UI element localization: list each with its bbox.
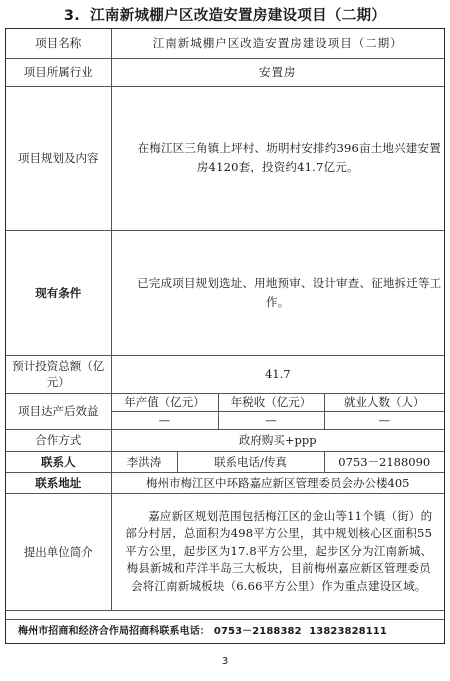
contact-phone-label: 联系电话/传真 — [177, 451, 324, 472]
benefit-value-jobs: — — [324, 411, 444, 429]
benefits-label: 项目达产后效益 — [6, 393, 111, 429]
address-value: 梅州市梅江区中环路嘉应新区管理委员会办公楼405 — [111, 472, 444, 493]
project-info-table — [6, 29, 444, 611]
cooperation-value: 政府购买+ppp — [111, 429, 444, 451]
section-title: 江南新城棚户区改造安置房建设项目（二期） — [90, 8, 387, 24]
row-industry — [6, 58, 444, 86]
row-conditions — [6, 230, 444, 355]
cooperation-label: 合作方式 — [6, 429, 111, 451]
benefit-col-output: 年产值（亿元） — [111, 393, 218, 411]
row-contact — [6, 451, 444, 472]
proposer-label: 提出单位简介 — [6, 493, 111, 610]
investment-label: 预计投资总额（亿元） — [6, 355, 111, 393]
project-name-value: 江南新城棚户区改造安置房建设项目（二期） — [111, 29, 444, 58]
planning-label: 项目规划及内容 — [6, 86, 111, 230]
planning-value: 在梅江区三角镇上坪村、坜明村安排约396亩土地兴建安置房4120套，投资约41.7亿元。 — [111, 86, 444, 230]
contact-footer — [6, 619, 444, 643]
address-label: 联系地址 — [6, 472, 111, 493]
section-number: 3. — [63, 8, 81, 24]
row-benefits-head — [6, 393, 444, 411]
row-investment — [6, 355, 444, 393]
benefit-value-tax: — — [218, 411, 324, 429]
section-heading — [0, 4, 450, 25]
footer-phone-1: 0753－2188382 — [213, 626, 302, 637]
page-number: 3 — [221, 656, 229, 667]
project-name-label: 项目名称 — [6, 29, 111, 58]
benefit-col-jobs: 就业人数（人） — [324, 393, 444, 411]
row-cooperation — [6, 429, 444, 451]
industry-value: 安置房 — [111, 58, 444, 86]
row-proposer — [6, 493, 444, 610]
row-address — [6, 472, 444, 493]
row-project-name — [6, 29, 444, 58]
proposer-value: 嘉应新区规划范围包括梅江区的金山等11个镇（街）的部分村居，总面积为498平方公里，其中规划核心区面积55平方公里，起步区为17.8平方公里，起步区分为江南新城、梅县新城和芹洋半岛三大板块，目前梅州嘉应新区管理委员会将江南新城板块（6.66平方公里）作为重点建设区域。 — [111, 493, 444, 610]
conditions-label: 现有条件 — [6, 230, 111, 355]
contact-name: 李洪涛 — [111, 451, 177, 472]
benefit-value-output: — — [111, 411, 218, 429]
industry-label: 项目所属行业 — [6, 58, 111, 86]
benefit-col-tax: 年税收（亿元） — [218, 393, 324, 411]
investment-value: 41.7 — [111, 355, 444, 393]
footer-org: 梅州市招商和经济合作局招商科联系电话： — [18, 626, 210, 637]
project-info-sheet — [5, 28, 445, 644]
conditions-value: 已完成项目规划选址、用地预审、设计审查、征地拆迁等工作。 — [111, 230, 444, 355]
contact-label: 联系人 — [6, 451, 111, 472]
row-planning — [6, 86, 444, 230]
contact-phone: 0753－2188090 — [324, 451, 444, 472]
footer-phone-2: 13823828111 — [309, 626, 387, 637]
